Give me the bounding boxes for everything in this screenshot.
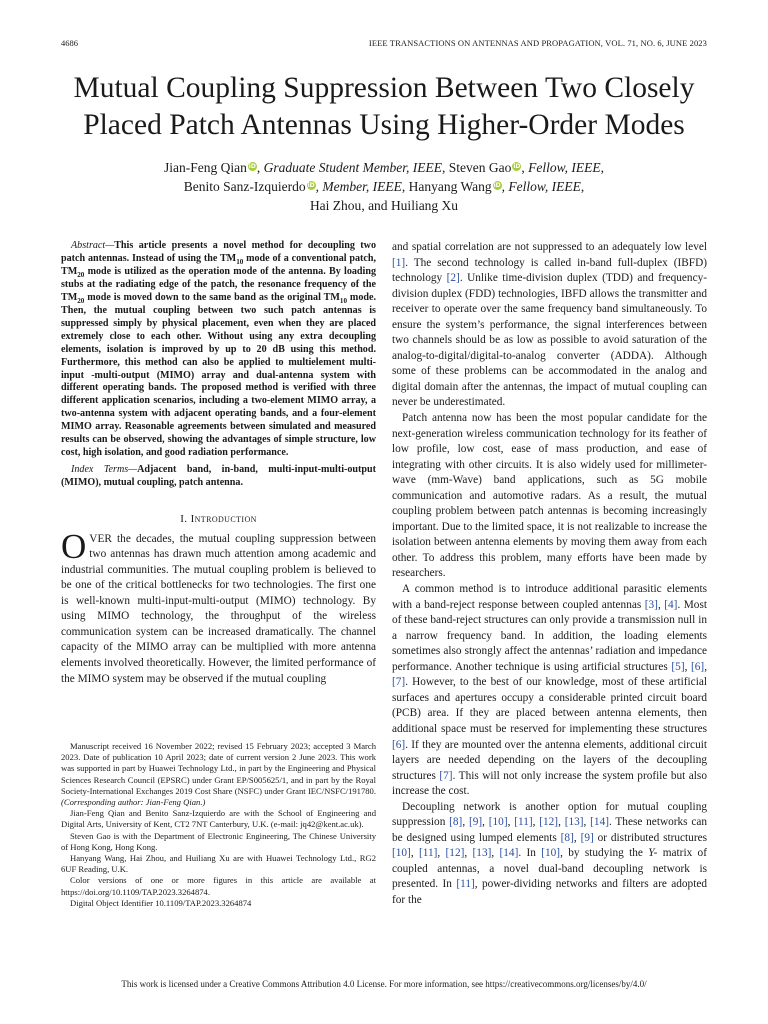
- citation-link[interactable]: [13]: [472, 847, 492, 860]
- author-role: Fellow, IEEE: [528, 160, 601, 175]
- author-name: Steven Gao: [448, 160, 512, 175]
- paragraph-text: . Most of these band-reject structures can only provide a transmission null in a narrow frequency band. In addition, the loading elements sometimes also strongly affect the antennas’ radiation and impedance performance. Another technique is using artificial structures: [392, 598, 707, 673]
- separator: ,: [583, 816, 591, 829]
- left-column: [61, 240, 376, 687]
- mode-subscript: 10: [236, 257, 244, 266]
- abstract: [61, 240, 376, 460]
- paragraph-text: . In: [518, 847, 542, 860]
- paragraph-text: . If they are mounted over the antenna elements, additional circuit layers are needed depending on the layers of the decoupling structures: [392, 738, 707, 782]
- index-terms-text: Adjacent band, in-band, multi-input-multi-output (MIMO), mutual coupling, patch antenna.: [61, 464, 376, 489]
- separator: ,: [462, 816, 469, 829]
- orcid-icon[interactable]: iD: [513, 163, 521, 170]
- footnote-color-versions: Color versions of one or more figures in this article are available at https://doi.org/10.1109/TAP.2023.3264874.: [61, 875, 376, 897]
- license-footer: This work is licensed under a Creative Commons Attribution 4.0 License. For more information, see https://creativecommons.org/licenses/by/4.0/: [121, 979, 647, 989]
- section-title: Introduction: [190, 513, 257, 526]
- abstract-text: mode of a conventional patch, TM: [61, 252, 377, 277]
- drop-cap: O: [61, 526, 87, 566]
- paragraph-text: . The second technology is called in-band full-duplex (IBFD) technology: [392, 256, 707, 285]
- footnote-affiliation: Jian-Feng Qian and Benito Sanz-Izquierdo are with the School of Engineering and Digital Arts, University of Kent, CT2 7NT Canterbury, U.K. (e-mail: jq42@kent.ac.uk).: [61, 808, 376, 830]
- citation-link[interactable]: [7]: [392, 676, 406, 689]
- first-page-footnotes: [61, 741, 376, 909]
- citation-link[interactable]: [11]: [514, 816, 533, 829]
- separator: ,: [684, 660, 691, 673]
- paragraph-text: . However, to the best of our knowledge, most of these artificial surfaces and apertures occupy a considerable printed circuit board (PCB) area. If they are placed between antenna elements, then additional space must be reserved for implementing these structures: [392, 676, 707, 735]
- citation-link[interactable]: [9]: [580, 831, 594, 844]
- citation-link[interactable]: [12]: [539, 816, 559, 829]
- abstract-text: mode. Then, the mutual coupling between two such patch antennas is suppressed simply by physical placement, even when they are placed extremely close to each other. Without using any extra decoupling elements, isolation is improved by up to 20 dB using this method. Furthermore, this method can also be applied to multielement multi-input -multi-output (MIMO) array and dual-antenna system with different operating bands. The proposed method is verified with three different application scenarios, including a two-element MIMO array, a two-antenna system with adjacent operating bands, and a four-element MIMO array. Reasonable agreements between simulated and measured results can be observed, showing the advantages of simple structure, low cost, high isolation, and good radiation performance.: [61, 291, 376, 459]
- author-name: Hanyang Wang: [408, 179, 492, 194]
- citation-link[interactable]: [5]: [671, 660, 685, 673]
- citation-link[interactable]: [10]: [488, 816, 508, 829]
- mode-subscript: 20: [77, 270, 85, 279]
- citation-link[interactable]: [3]: [644, 598, 658, 611]
- separator: ,: [410, 847, 419, 860]
- separator: ,: [532, 816, 540, 829]
- abstract-text: This article presents a novel method for decoupling two patch antennas. Instead of using the TM: [61, 240, 376, 264]
- body-paragraph: Patch antenna now has been the most popular candidate for the next-generation wireless communication technology for its feather of low profile, low cost, ease of mass production, and ease of integrating with other circuits. It is also widely used for millimeter-wave (mm-Wave) band applications, such as 5G mobile communication and automotive radars. As a result, the mutual coupling problem between patch antennas is becoming increasingly important. Due to the limited space, it is not realizable to increase the isolation between antenna elements by moving them away from each other. To address this problem, many efforts have been made by researchers.: [392, 412, 707, 580]
- paragraph-text: . Unlike time-division duplex (TDD) and frequency-division duplex (FDD) technologies, IBFD allows the transmitter and receiver to operate over the same frequency band simultaneously. To ensure the system’s performance, the signal interferences between two channels should be as low as possible to avoid saturation of the analog-to-digital/digital-to-analog converter (ADDA). Although some of these problems can be accommodated in the analog and digital domain after the antennas, the impact of mutual coupling can never be underestimated.: [392, 272, 707, 409]
- author-name: Hai Zhou: [309, 198, 362, 213]
- citation-link[interactable]: [9]: [468, 816, 483, 829]
- citation-link[interactable]: [11]: [456, 878, 475, 891]
- title-line-1: Mutual Coupling Suppression Between Two Closely: [73, 72, 695, 104]
- paragraph-text: A common method is to introduce additional parasitic elements with a band-reject response between coupled antennas: [392, 583, 707, 611]
- separator: ,: [657, 598, 665, 611]
- citation-link[interactable]: [11]: [418, 847, 438, 860]
- footnote-affiliation: Steven Gao is with the Department of Electronic Engineering, The Chinese University of Hong Kong, Hong Kong.: [61, 830, 376, 852]
- orcid-icon[interactable]: iD: [493, 182, 501, 189]
- citation-link[interactable]: [10]: [541, 847, 561, 860]
- body-paragraph: [392, 800, 707, 909]
- abstract-label: Abstract—: [71, 240, 115, 251]
- separator: ,: [507, 816, 515, 829]
- citation-link[interactable]: [10]: [392, 847, 411, 860]
- citation-link[interactable]: [8]: [449, 816, 463, 829]
- footnote-received: [61, 741, 376, 808]
- intro-paragraph: [61, 526, 376, 687]
- separator: ,: [482, 816, 489, 829]
- separator: ,: [704, 660, 708, 673]
- running-header: IEEE TRANSACTIONS ON ANTENNAS AND PROPAGATION, VOL. 71, NO. 6, JUNE 2023: [368, 38, 707, 48]
- author-name: Jian-Feng Qian: [163, 160, 247, 175]
- index-terms: [61, 464, 376, 490]
- author-list: Jian-Feng Qian iD, Graduate Student Member, IEEE, Steven Gao iD, Fellow, IEEE, Benito Sanz-Izquierdo iD, Member, IEEE, Hanyang Wang iD, Fellow, IEEE, Hai Zhou, and Huiliang Xu: [163, 160, 605, 213]
- citation-link[interactable]: [2]: [446, 272, 460, 285]
- lead-in-caps: VER: [89, 532, 112, 545]
- abstract-text: mode is utilized as the operation mode of the antenna. By loading stubs at the radiating edge of the patch, the resonance frequency of the TM: [61, 265, 376, 303]
- separator: ,: [491, 847, 500, 860]
- paragraph-text: Decoupling network is another option for mutual coupling suppression: [392, 800, 707, 829]
- section-heading: [61, 512, 376, 528]
- footnote-text: Manuscript received 16 November 2022; revised 15 February 2023; accepted 3 March 2023. Date of publication 10 April 2023; date of current version 2 June 2023. This work was supported in part by Huawei Technology Ltd., in part by the Engineering and Physical Sciences Research Council (EPSRC) under Grant EP/S005625/1, and in part by the Royal Society-International Exchanges 2019 Cost Share (NSFC) under Grant IEC/NSFC/191780.: [61, 741, 376, 796]
- paragraph-text: , power-dividing networks and filters are adopted for the: [392, 878, 708, 906]
- author-role: Fellow, IEEE: [508, 179, 581, 194]
- abstract-text: mode is moved down to the same band as the original TM: [84, 291, 340, 303]
- orcid-icon[interactable]: iD: [307, 182, 315, 189]
- author-name: Huiliang Xu: [390, 198, 459, 213]
- paragraph-text: matrix of coupled antennas, a novel dual-band decoupling network is presented. In: [392, 847, 707, 891]
- index-terms-label: Index Terms—: [71, 464, 138, 476]
- mode-subscript: 20: [77, 296, 85, 305]
- footnote-doi: Digital Object Identifier 10.1109/TAP.2023.3264874: [70, 897, 252, 908]
- citation-link[interactable]: [6]: [392, 738, 406, 751]
- author-role: Graduate Student Member, IEEE: [263, 160, 443, 175]
- title-line-2: Placed Patch Antennas Using Higher-Order Modes: [83, 109, 685, 141]
- citation-link[interactable]: [14]: [499, 847, 519, 860]
- matrix-symbol: Y-: [648, 847, 658, 860]
- paragraph-text: the decades, the mutual coupling suppression between two antennas has drawn much attention among academic and industrial communities. The mutual coupling problem is believed to be one of the critical bottlenecks for two technologies. The first one is well-known multi-input-multi-output (MIMO) technology. By using MIMO technology, the throughput of the wireless communication system can be increased dramatically. The channel capacity of the MIMO array can be multiplied with more antenna elements involved theoretically. However, the limited performance of the MIMO system may be observed if the mutual coupling: [61, 532, 376, 685]
- orcid-icon[interactable]: iD: [248, 163, 256, 170]
- citation-link[interactable]: [12]: [445, 847, 465, 860]
- separator: ,: [437, 847, 446, 860]
- citation-link[interactable]: [1]: [392, 256, 406, 269]
- citation-link[interactable]: [13]: [564, 816, 584, 829]
- paragraph-text: . These networks can be designed using lumped elements: [392, 816, 708, 844]
- author-role: Member, IEEE: [322, 179, 402, 194]
- footnote-affiliation: Hanyang Wang, Hai Zhou, and Huiliang Xu are with Huawei Technology Ltd., RG2 6UF Reading, U.K.: [61, 853, 376, 875]
- citation-link[interactable]: [8]: [560, 831, 574, 844]
- paper-title: [40, 70, 728, 144]
- section-number: I.: [180, 513, 188, 526]
- paragraph-text: and spatial correlation are not suppressed to an adequately low level: [392, 241, 707, 253]
- body-paragraph: [392, 582, 707, 800]
- citation-link[interactable]: [4]: [664, 598, 678, 611]
- separator: ,: [464, 847, 473, 860]
- author-name: Benito Sanz-Izquierdo: [183, 179, 306, 194]
- separator: ,: [558, 816, 565, 829]
- right-column: [392, 240, 707, 909]
- corresponding-author-note: (Corresponding author: Jian-Feng Qian.): [61, 797, 206, 808]
- citation-link[interactable]: [6]: [691, 660, 705, 673]
- body-paragraph: [392, 240, 707, 411]
- paragraph-text: . This will not only increase the system profile but also increase the cost.: [392, 769, 707, 798]
- citation-link[interactable]: [14]: [590, 816, 609, 829]
- paragraph-text: , by studying the: [560, 847, 649, 860]
- citation-link[interactable]: [7]: [439, 769, 453, 782]
- paragraph-text: or distributed structures: [593, 831, 707, 844]
- mode-subscript: 10: [339, 296, 347, 305]
- separator: ,: [573, 831, 581, 844]
- page-number: 4686: [61, 38, 78, 48]
